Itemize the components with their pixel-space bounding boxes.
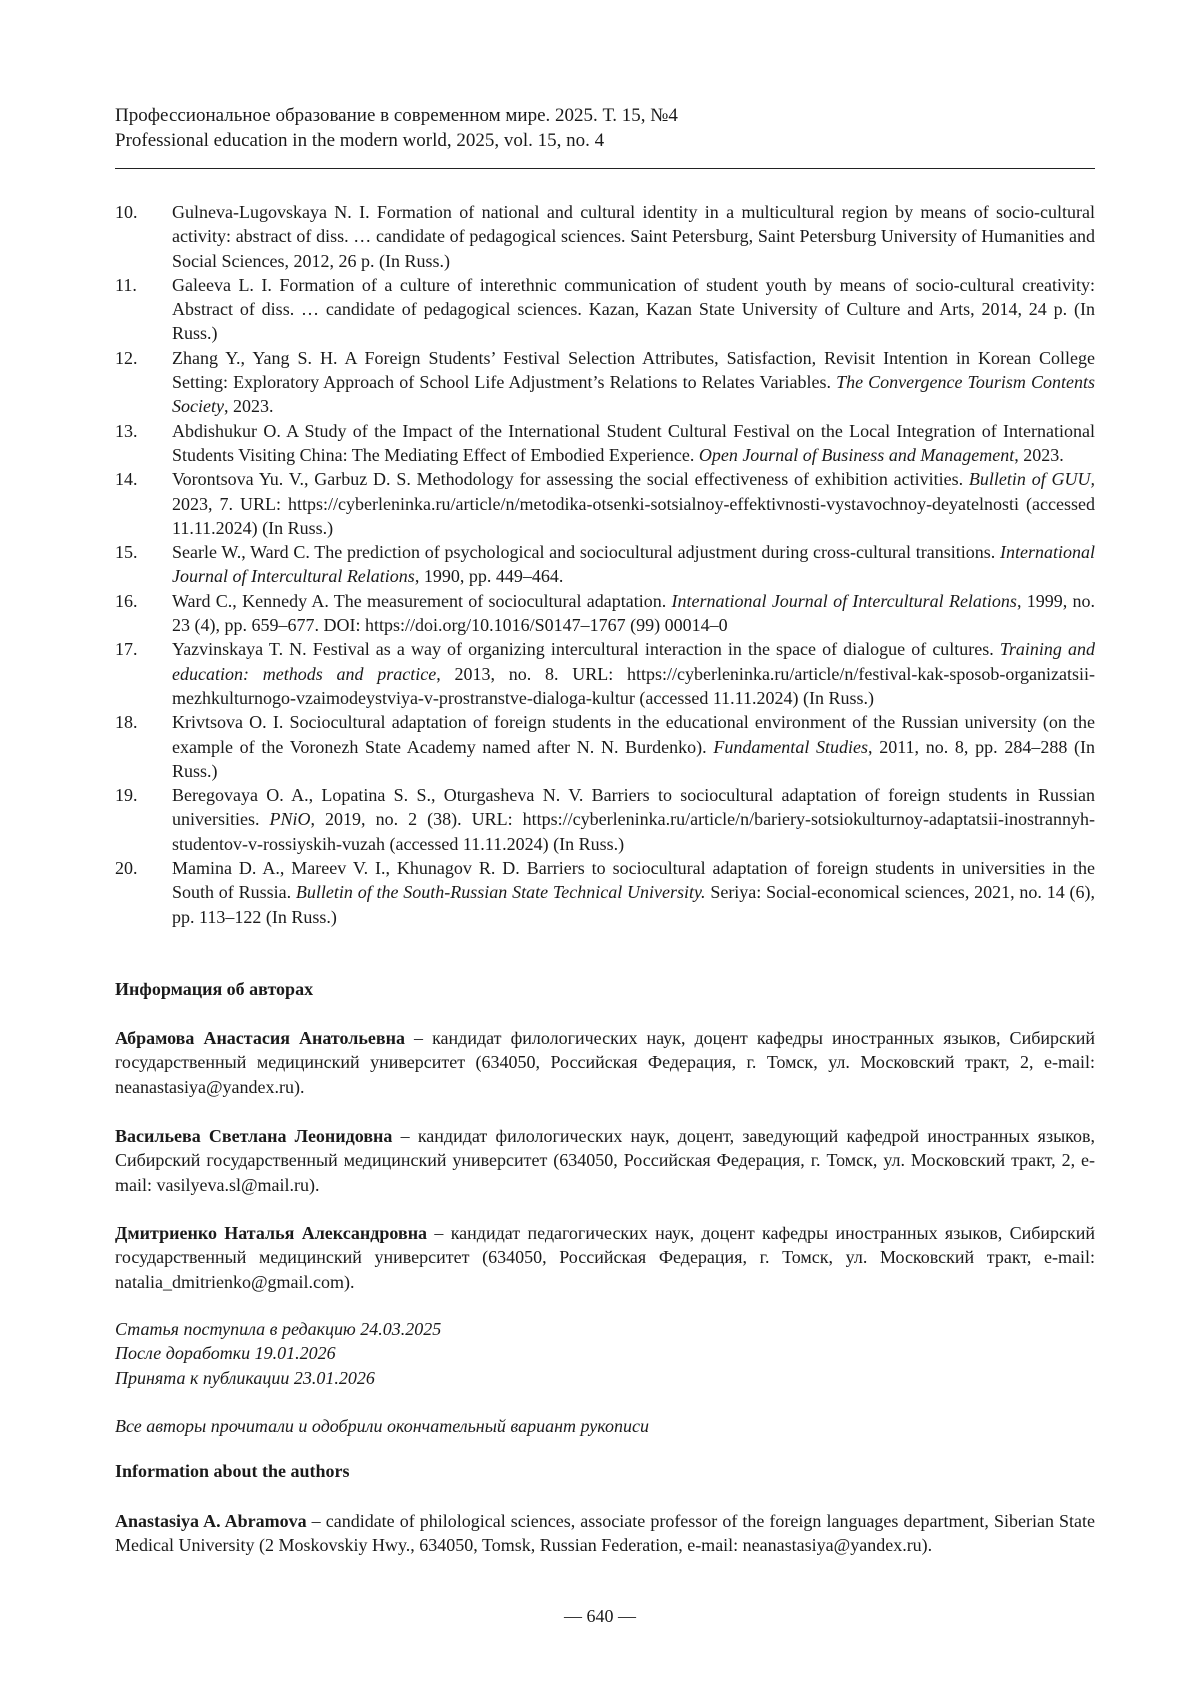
author-ru-dmitrienko: Дмитриенко Наталья Александровна – кандидат педагогических наук, доцент кафедры иностранных языков, Сибирский государственный медицинский университет (634050, Российская Федерация, г. Томск, ул. Московский тракт, e-mail: natalia_dmitrienko@gmail.com). [115,1223,1095,1292]
authors-en-title: Information about the authors [115,1461,350,1481]
reference-number: 19. [115,785,138,806]
reference-number: 12. [115,347,138,368]
approval-note: Все авторы прочитали и одобрили окончательный вариант рукописи [115,1416,650,1436]
reference-text: Mamina D. A., Mareev V. I., Khunagov R. D. Barriers to sociocultural adaptation of foreign students in universities in the South of Russia. Bulletin of the South-Russian State Technical University. Seriya: Social-economical sciences, 2021, no. 14 (6), pp. 113–122 (In Russ.) [172,858,1096,927]
author-name: Anastasiya A. Abramova [115,1511,307,1531]
reference-item [115,783,1095,856]
reference-text: Krivtsova O. I. Sociocultural adaptation of foreign students in the educational environment of the Russian university (on the example of the Voronezh State Academy named after N. N. Burdenko). Fundamental Studies, 2011, no. 8, pp. 284–288 (In Russ.) [172,712,1096,781]
authors-ru-title: Информация об авторах [115,979,314,999]
reference-text: Galeeva L. I. Formation of a culture of interethnic communication of student youth by means of socio-cultural creativity: Abstract of diss. … candidate of pedagogical sciences. Kazan, Kazan State University of Culture and Arts, 2014, 24 p. (In Russ.) [172,274,1095,344]
reference-text: Gulneva-Lugovskaya N. I. Formation of national and cultural identity in a multicultural region by means of socio-cultural activity: abstract of diss. … candidate of pedagogical sciences. Saint Petersburg, Saint Petersburg University of Humanities and Social Sciences, 2012, 26 p. (In Russ.) [172,202,1095,271]
page-number: — 640 — [564,1606,636,1626]
reference-number: 11. [115,274,137,295]
reference-item [115,589,1095,638]
reference-item [115,856,1095,929]
author-name: Васильева Светлана Леонидовна [115,1126,393,1146]
reference-text: Yazvinskaya T. N. Festival as a way of organizing intercultural interaction in the space of dialogue of cultures. Training and education: methods and practice, 2013, no. 8. URL: https://cyberleninka.ru/article/n/festival-kak-sposob-organizatsii-mezhkulturnogo-vzaimodeystviya-v-prostranstve-dialoga-kultur (accessed 11.11.2024) (In Russ.) [172,639,1095,708]
reference-text: Zhang Y., Yang S. H. A Foreign Students’ Festival Selection Attributes, Satisfaction, Revisit Intention in Korean College Setting: Exploratory Approach of School Life Adjustment’s Relations to Relates Variables. The Convergence Tourism Contents Society, 2023. [172,347,1095,417]
reference-text: Ward C., Kennedy A. The measurement of sociocultural adaptation. International Journal of Intercultural Relations, 1999, no. 23 (4), pp. 659–677. DOI: https://doi.org/10.1016/S0147–1767 (99) 00014–0 [172,590,1096,636]
reference-item [115,346,1095,419]
reference-number: 14. [115,469,138,490]
reference-text: Beregovaya O. A., Lopatina S. S., Oturgasheva N. V. Barriers to sociocultural adaptation of foreign students in Russian universities. PNiO, 2019, no. 2 (38). URL: https://cyberleninka.ru/article/n/bariery-sotsiokulturnoy-adaptatsii-inostrannyh-studentov-v-rossiyskih-vuzah (accessed 11.11.2024) (In Russ.) [172,785,1095,854]
header-line-ru: Профессиональное образование в современном мире. 2025. Т. 15, №4 [115,105,678,126]
article-dates [115,1317,1095,1390]
reference-item [115,710,1095,783]
author-name: Абрамова Анастасия Анатольевна [115,1028,405,1048]
header-line-en: Professional education in the modern world, 2025, vol. 15, no. 4 [115,130,605,151]
reference-text: Searle W., Ward C. The prediction of psychological and sociocultural adjustment during cross-cultural transitions. International Journal of Intercultural Relations, 1990, pp. 449–464. [172,542,1095,587]
reference-number: 20. [115,858,138,879]
date-received: Статья поступила в редакцию 24.03.2025 [115,1319,442,1339]
reference-number: 17. [115,639,138,660]
author-ru-abramova: Абрамова Анастасия Анатольевна – кандидат филологических наук, доцент кафедры иностранных языков, Сибирский государственный медицинский университет (634050, Российская Федерация, г. Томск, ул. Московский тракт, 2, e-mail: neanastasiya@yandex.ru). [115,1028,1095,1097]
running-header [115,103,1095,153]
reference-number: 15. [115,542,138,563]
reference-number: 10. [115,202,138,222]
header-divider [115,168,1095,169]
reference-item [115,200,1095,273]
reference-text: Abdishukur O. A Study of the Impact of the International Student Cultural Festival on the Local Integration of International Students Visiting China: The Mediating Effect of Embodied Experience. Open Journal of Business and Management, 2023. [172,420,1095,465]
reference-number: 13. [115,420,138,441]
reference-list [115,200,1095,929]
author-name: Дмитриенко Наталья Александровна [115,1223,428,1243]
reference-item [115,467,1095,540]
reference-number: 18. [115,712,138,733]
reference-item [115,419,1095,468]
author-en-abramova: Anastasiya A. Abramova – candidate of philological sciences, associate professor of the foreign languages department, Siberian State Medical University (2 Moskovskiy Hwy., 634050, Tomsk, Russian Federation, e-mail: neanastasiya@yandex.ru). [115,1511,1095,1556]
author-ru-vasilyeva: Васильева Светлана Леонидовна – кандидат филологических наук, доцент, заведующий кафедрой иностранных языков, Сибирский государственный медицинский университет (634050, Российская Федерация, г. Томск, ул. Московский тракт, 2, e-mail: vasilyeva.sl@mail.ru). [115,1126,1095,1195]
reference-number: 16. [115,590,138,611]
date-revised: После доработки 19.01.2026 [115,1343,336,1364]
reference-text: Vorontsova Yu. V., Garbuz D. S. Methodology for assessing the social effectiveness of exhibition activities. Bulletin of GUU, 2023, 7. URL: https://cyberleninka.ru/article/n/metodika-otsenki-sotsialnoy-effektivnosti-vystavochnoy-deyatelnosti (accessed 11.11.2024) (In Russ.) [172,469,1095,538]
date-accepted: Принята к публикации 23.01.2026 [115,1367,375,1388]
reference-item [115,540,1095,589]
reference-item [115,637,1095,710]
reference-item [115,273,1095,346]
